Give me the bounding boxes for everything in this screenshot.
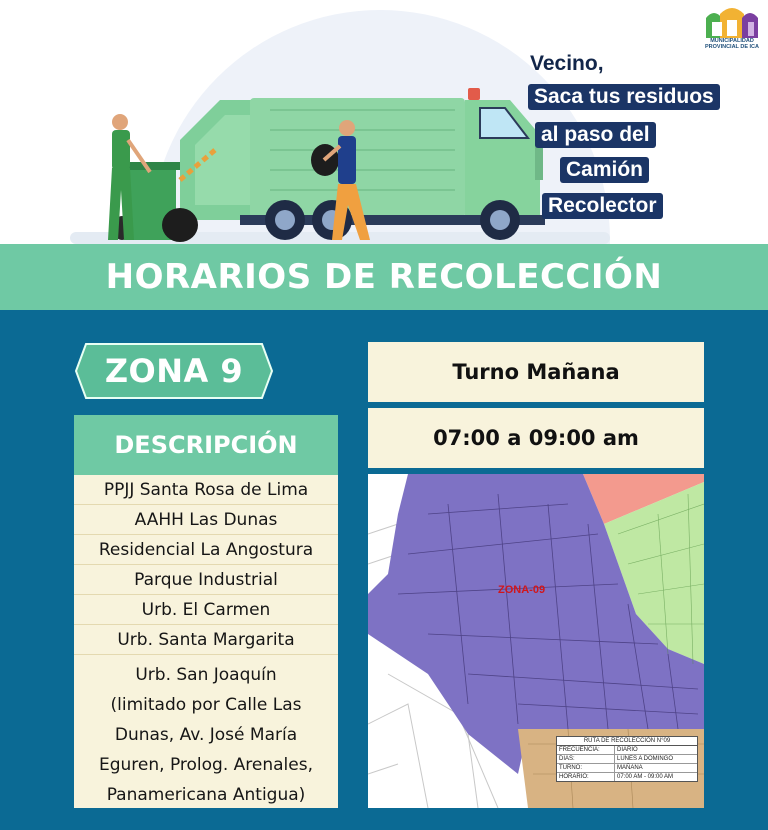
list-item-line: Urb. San Joaquín xyxy=(135,665,277,685)
municipality-logo-text: MUNICIPALIDAD PROVINCIAL DE ICA xyxy=(705,38,759,50)
list-item-line: Eguren, Prolog. Arenales, xyxy=(99,755,313,775)
legend-value: DIARIO xyxy=(617,747,638,753)
slogan-line-2: Saca tus residuos xyxy=(528,84,720,110)
list-item xyxy=(74,655,338,808)
slogan-line-3: al paso del xyxy=(535,122,656,148)
slogan-line-5: Recolector xyxy=(542,193,663,219)
description-list xyxy=(74,475,338,808)
zone-map xyxy=(368,474,704,808)
list-item: Urb. El Carmen xyxy=(74,595,338,625)
legend-row xyxy=(557,755,697,764)
legend-key: HORARIO: xyxy=(557,773,615,781)
legend-key: DIAS: xyxy=(557,755,615,763)
map-legend xyxy=(556,736,698,782)
list-item-line: (limitado por Calle Las xyxy=(110,695,302,715)
title-band xyxy=(0,244,768,310)
list-item: AAHH Las Dunas xyxy=(74,505,338,535)
list-item: Residencial La Angostura xyxy=(74,535,338,565)
legend-value: LUNES A DOMINGO xyxy=(617,756,674,762)
page-title: HORARIOS DE RECOLECCIÓN xyxy=(105,257,663,297)
legend-row xyxy=(557,773,697,781)
zone-badge: ZONA 9 xyxy=(104,352,244,390)
legend-key: FRECUENCIA: xyxy=(557,746,615,754)
slogan-line-1: Vecino, xyxy=(530,52,604,75)
legend-row xyxy=(557,746,697,755)
list-item: Parque Industrial xyxy=(74,565,338,595)
list-item: Urb. Santa Margarita xyxy=(74,625,338,655)
legend-value: MAÑANA xyxy=(617,765,643,771)
description-heading: DESCRIPCIÓN xyxy=(74,415,338,475)
legend-title: RUTA DE RECOLECCIÓN N°09 xyxy=(557,737,697,746)
garbage-truck-illustration xyxy=(70,80,550,245)
list-item-line: Dunas, Av. José María xyxy=(114,725,298,745)
legend-row xyxy=(557,764,697,773)
legend-key: TURNO: xyxy=(557,764,615,772)
map-zone-label: ZONA-09 xyxy=(498,584,546,596)
hours-label: 07:00 a 09:00 am xyxy=(368,408,704,468)
hero-header xyxy=(0,0,768,245)
legend-value: 07:00 AM - 09:00 AM xyxy=(617,774,674,780)
list-item-line: Panamericana Antigua) xyxy=(106,785,306,805)
shift-label: Turno Mañana xyxy=(368,342,704,402)
list-item: PPJJ Santa Rosa de Lima xyxy=(74,475,338,505)
slogan-line-4: Camión xyxy=(560,157,649,183)
